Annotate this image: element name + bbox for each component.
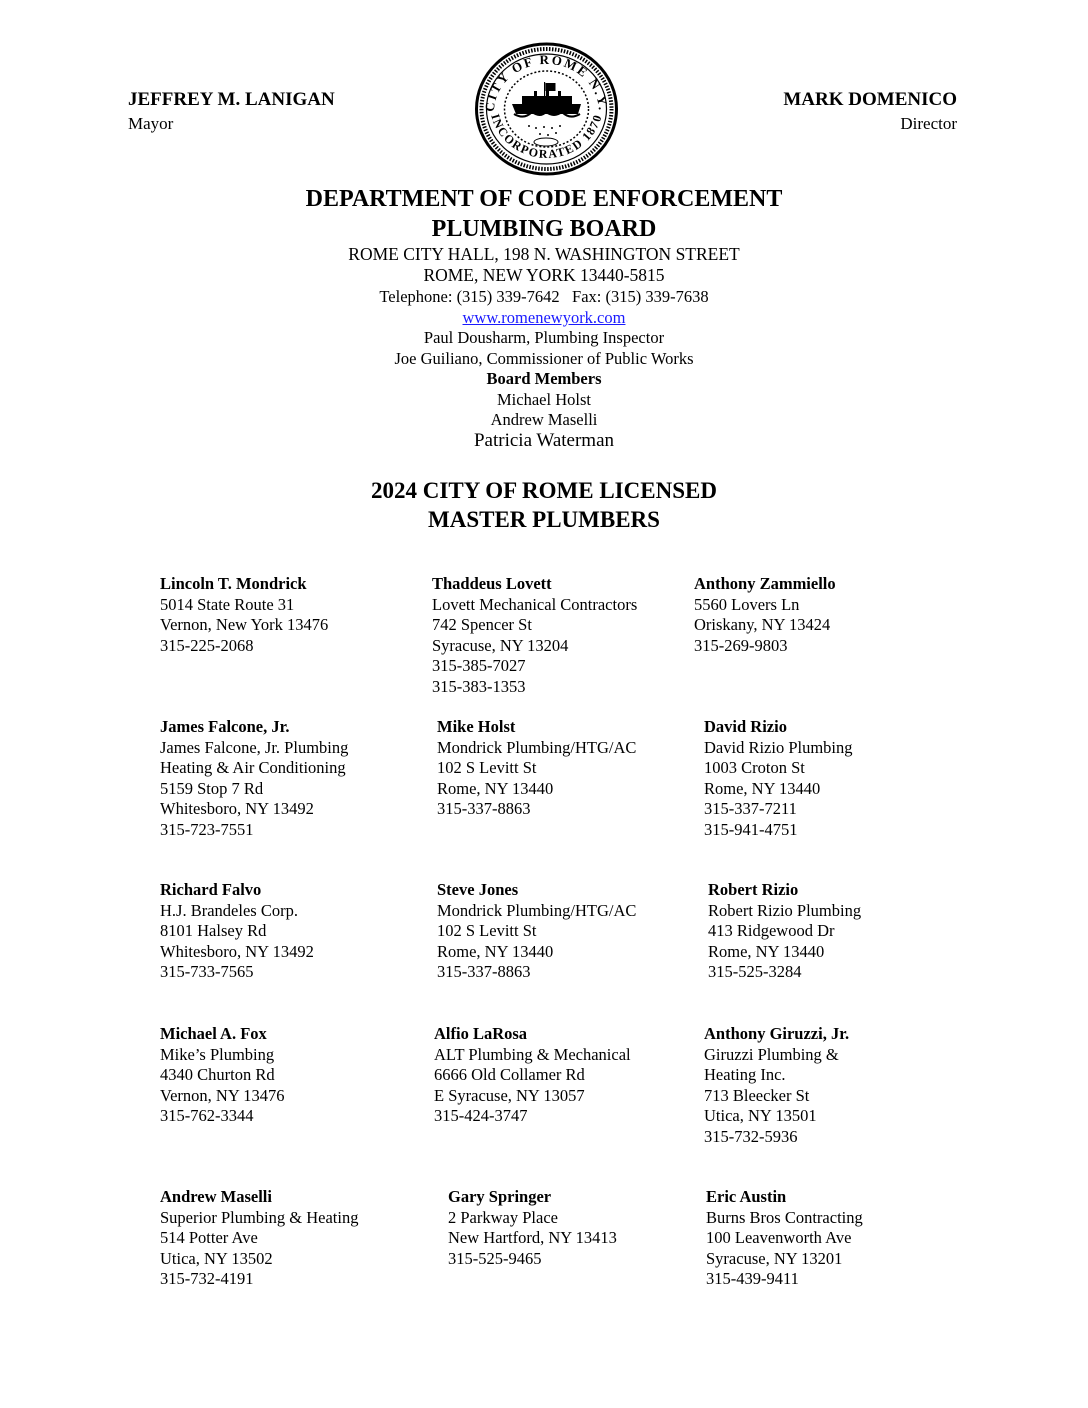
- plumber-entry: [708, 880, 861, 983]
- board-members-heading: Board Members: [486, 369, 602, 388]
- plumber-name: Mike Holst: [437, 717, 516, 736]
- plumber-detail-line: Robert Rizio Plumbing: [708, 900, 862, 920]
- plumber-detail-line: Utica, NY 13502: [160, 1248, 273, 1268]
- plumber-detail-line: 315-723-7551: [160, 819, 254, 839]
- plumber-detail-line: 5014 State Route 31: [160, 594, 295, 614]
- plumber-name: Anthony Giruzzi, Jr.: [704, 1024, 850, 1043]
- plumber-name: Thaddeus Lovett: [432, 574, 552, 593]
- plumber-detail-line: Heating & Air Conditioning: [160, 758, 346, 777]
- plumber-detail-line: 742 Spencer St: [432, 615, 532, 634]
- plumber-name: James Falcone, Jr.: [160, 717, 290, 736]
- plumber-detail-line: Utica, NY 13501: [704, 1106, 817, 1125]
- plumber-detail-line: 315-733-7565: [160, 962, 254, 981]
- plumber-entry: [160, 574, 328, 656]
- plumber-detail-line: Vernon, New York 13476: [160, 615, 329, 634]
- plumber-detail-line: 315-941-4751: [704, 819, 798, 839]
- plumber-name: Alfio LaRosa: [434, 1024, 528, 1043]
- plumber-detail-line: James Falcone, Jr. Plumbing: [160, 737, 349, 757]
- plumber-detail-line: 1003 Croton St: [704, 758, 805, 777]
- mayor-title: Mayor: [128, 114, 174, 133]
- department-name: DEPARTMENT OF CODE ENFORCEMENT: [305, 186, 783, 212]
- plumber-entry: [448, 1187, 617, 1269]
- plumber-detail-line: 413 Ridgewood Dr: [708, 921, 835, 940]
- svg-text:INCORPORATED 1870: [488, 112, 604, 161]
- seal-top-text: CITY OF ROME N.Y.: [481, 51, 612, 113]
- plumber-detail-line: 315-385-7027: [432, 656, 526, 675]
- board-member: Patricia Waterman: [473, 430, 615, 451]
- board-name: PLUMBING BOARD: [431, 216, 657, 242]
- plumber-detail-line: ALT Plumbing & Mechanical: [434, 1044, 631, 1064]
- plumber-detail-line: 315-525-9465: [448, 1248, 542, 1268]
- board-member: Andrew Maselli: [490, 410, 598, 429]
- address-line-1: ROME CITY HALL, 198 N. WASHINGTON STREET: [348, 244, 740, 264]
- plumber-entry: [704, 1024, 849, 1147]
- plumber-detail-line: Syracuse, NY 13201: [706, 1248, 843, 1268]
- list-title-line-1: 2024 CITY OF ROME LICENSED: [371, 478, 717, 503]
- plumber-detail-line: Giruzzi Plumbing &: [704, 1044, 839, 1064]
- plumber-detail-line: 5560 Lovers Ln: [694, 594, 800, 614]
- plumber-entry: [694, 574, 836, 656]
- commissioner: Joe Guiliano, Commissioner of Public Works: [394, 349, 694, 368]
- plumber-detail-line: 315-525-3284: [708, 962, 802, 981]
- plumber-detail-line: Whitesboro, NY 13492: [160, 799, 314, 818]
- plumber-entry: [434, 1024, 631, 1127]
- plumber-detail-line: 100 Leavenworth Ave: [706, 1228, 852, 1247]
- address-line-2: ROME, NEW YORK 13440-5815: [423, 265, 665, 285]
- plumber-detail-line: 713 Bleecker St: [704, 1085, 810, 1105]
- plumber-detail-line: 102 S Levitt St: [437, 758, 537, 777]
- plumber-entry: [706, 1187, 863, 1290]
- plumber-detail-line: 315-225-2068: [160, 635, 254, 655]
- plumber-name: David Rizio: [704, 717, 787, 736]
- plumber-name: Robert Rizio: [708, 880, 799, 899]
- plumber-detail-line: 102 S Levitt St: [437, 921, 537, 940]
- plumber-detail-line: 315-732-5936: [704, 1126, 798, 1146]
- plumber-name: Anthony Zammiello: [694, 574, 836, 593]
- plumber-detail-line: 4340 Churton Rd: [160, 1065, 275, 1084]
- plumber-detail-line: 2 Parkway Place: [448, 1207, 558, 1227]
- plumber-detail-line: New Hartford, NY 13413: [448, 1228, 617, 1247]
- plumber-detail-line: 315-424-3747: [434, 1106, 528, 1125]
- plumber-detail-line: 315-337-8863: [437, 962, 531, 981]
- plumber-name: Lincoln T. Mondrick: [160, 574, 307, 593]
- plumber-detail-line: Rome, NY 13440: [708, 941, 825, 961]
- plumber-name: Richard Falvo: [160, 880, 262, 899]
- plumber-detail-line: David Rizio Plumbing: [704, 737, 853, 757]
- plumber-name: Gary Springer: [448, 1187, 552, 1206]
- mayor-name: JEFFREY M. LANIGAN: [128, 89, 335, 110]
- plumber-detail-line: 6666 Old Collamer Rd: [434, 1065, 585, 1084]
- plumbing-inspector: Paul Dousharm, Plumbing Inspector: [423, 328, 665, 347]
- plumber-detail-line: Superior Plumbing & Heating: [160, 1207, 359, 1227]
- plumber-detail-line: Mondrick Plumbing/HTG/AC: [437, 900, 637, 920]
- plumber-detail-line: Rome, NY 13440: [437, 778, 554, 798]
- plumber-detail-line: Mike’s Plumbing: [160, 1044, 275, 1064]
- plumber-entry: [704, 717, 853, 840]
- plumber-entry: [160, 880, 314, 983]
- website-link[interactable]: www.romenewyork.com: [462, 308, 626, 327]
- plumber-entry: [437, 717, 636, 820]
- plumber-name: Andrew Maselli: [160, 1187, 272, 1206]
- plumber-detail-line: 514 Potter Ave: [160, 1228, 258, 1247]
- plumber-detail-line: Rome, NY 13440: [437, 941, 554, 961]
- plumber-entry: [160, 717, 348, 840]
- plumber-name: Steve Jones: [437, 880, 519, 899]
- plumber-entry: [160, 1024, 285, 1127]
- board-member: Michael Holst: [497, 390, 591, 409]
- plumber-detail-line: Burns Bros Contracting: [706, 1207, 863, 1227]
- plumber-detail-line: 315-337-8863: [437, 799, 531, 818]
- plumber-detail-line: Oriskany, NY 13424: [694, 615, 831, 634]
- city-seal-logo: [474, 42, 619, 176]
- director-name: MARK DOMENICO: [783, 89, 957, 110]
- plumber-detail-line: 5159 Stop 7 Rd: [160, 778, 264, 798]
- plumber-entry: [160, 1187, 358, 1290]
- plumber-name: Eric Austin: [706, 1187, 787, 1206]
- seal-bottom-text: INCORPORATED 1870: [488, 112, 605, 162]
- list-title-line-2: MASTER PLUMBERS: [428, 507, 660, 532]
- phone-fax-line: Telephone: (315) 339-7642 Fax: (315) 339-7638: [379, 287, 709, 306]
- plumber-detail-line: 315-732-4191: [160, 1269, 254, 1288]
- plumber-detail-line: 315-337-7211: [704, 799, 797, 818]
- plumber-detail-line: 315-762-3344: [160, 1106, 254, 1125]
- plumber-detail-line: E Syracuse, NY 13057: [434, 1085, 585, 1105]
- plumber-detail-line: 315-269-9803: [694, 635, 788, 655]
- plumber-detail-line: Mondrick Plumbing/HTG/AC: [437, 737, 637, 757]
- plumber-entry: [432, 574, 637, 697]
- plumber-name: Michael A. Fox: [160, 1024, 267, 1043]
- plumber-detail-line: Lovett Mechanical Contractors: [432, 594, 638, 614]
- plumber-detail-line: Rome, NY 13440: [704, 778, 821, 798]
- plumber-detail-line: Whitesboro, NY 13492: [160, 941, 314, 961]
- plumber-detail-line: 315-383-1353: [432, 676, 526, 696]
- plumber-detail-line: Heating Inc.: [704, 1065, 786, 1084]
- plumber-detail-line: H.J. Brandeles Corp.: [160, 900, 298, 920]
- plumber-detail-line: 8101 Halsey Rd: [160, 921, 267, 940]
- plumber-detail-line: Syracuse, NY 13204: [432, 635, 569, 655]
- plumber-entry: [437, 880, 636, 983]
- plumber-detail-line: Vernon, NY 13476: [160, 1085, 285, 1105]
- director-title: Director: [900, 114, 957, 133]
- plumber-detail-line: 315-439-9411: [706, 1269, 799, 1288]
